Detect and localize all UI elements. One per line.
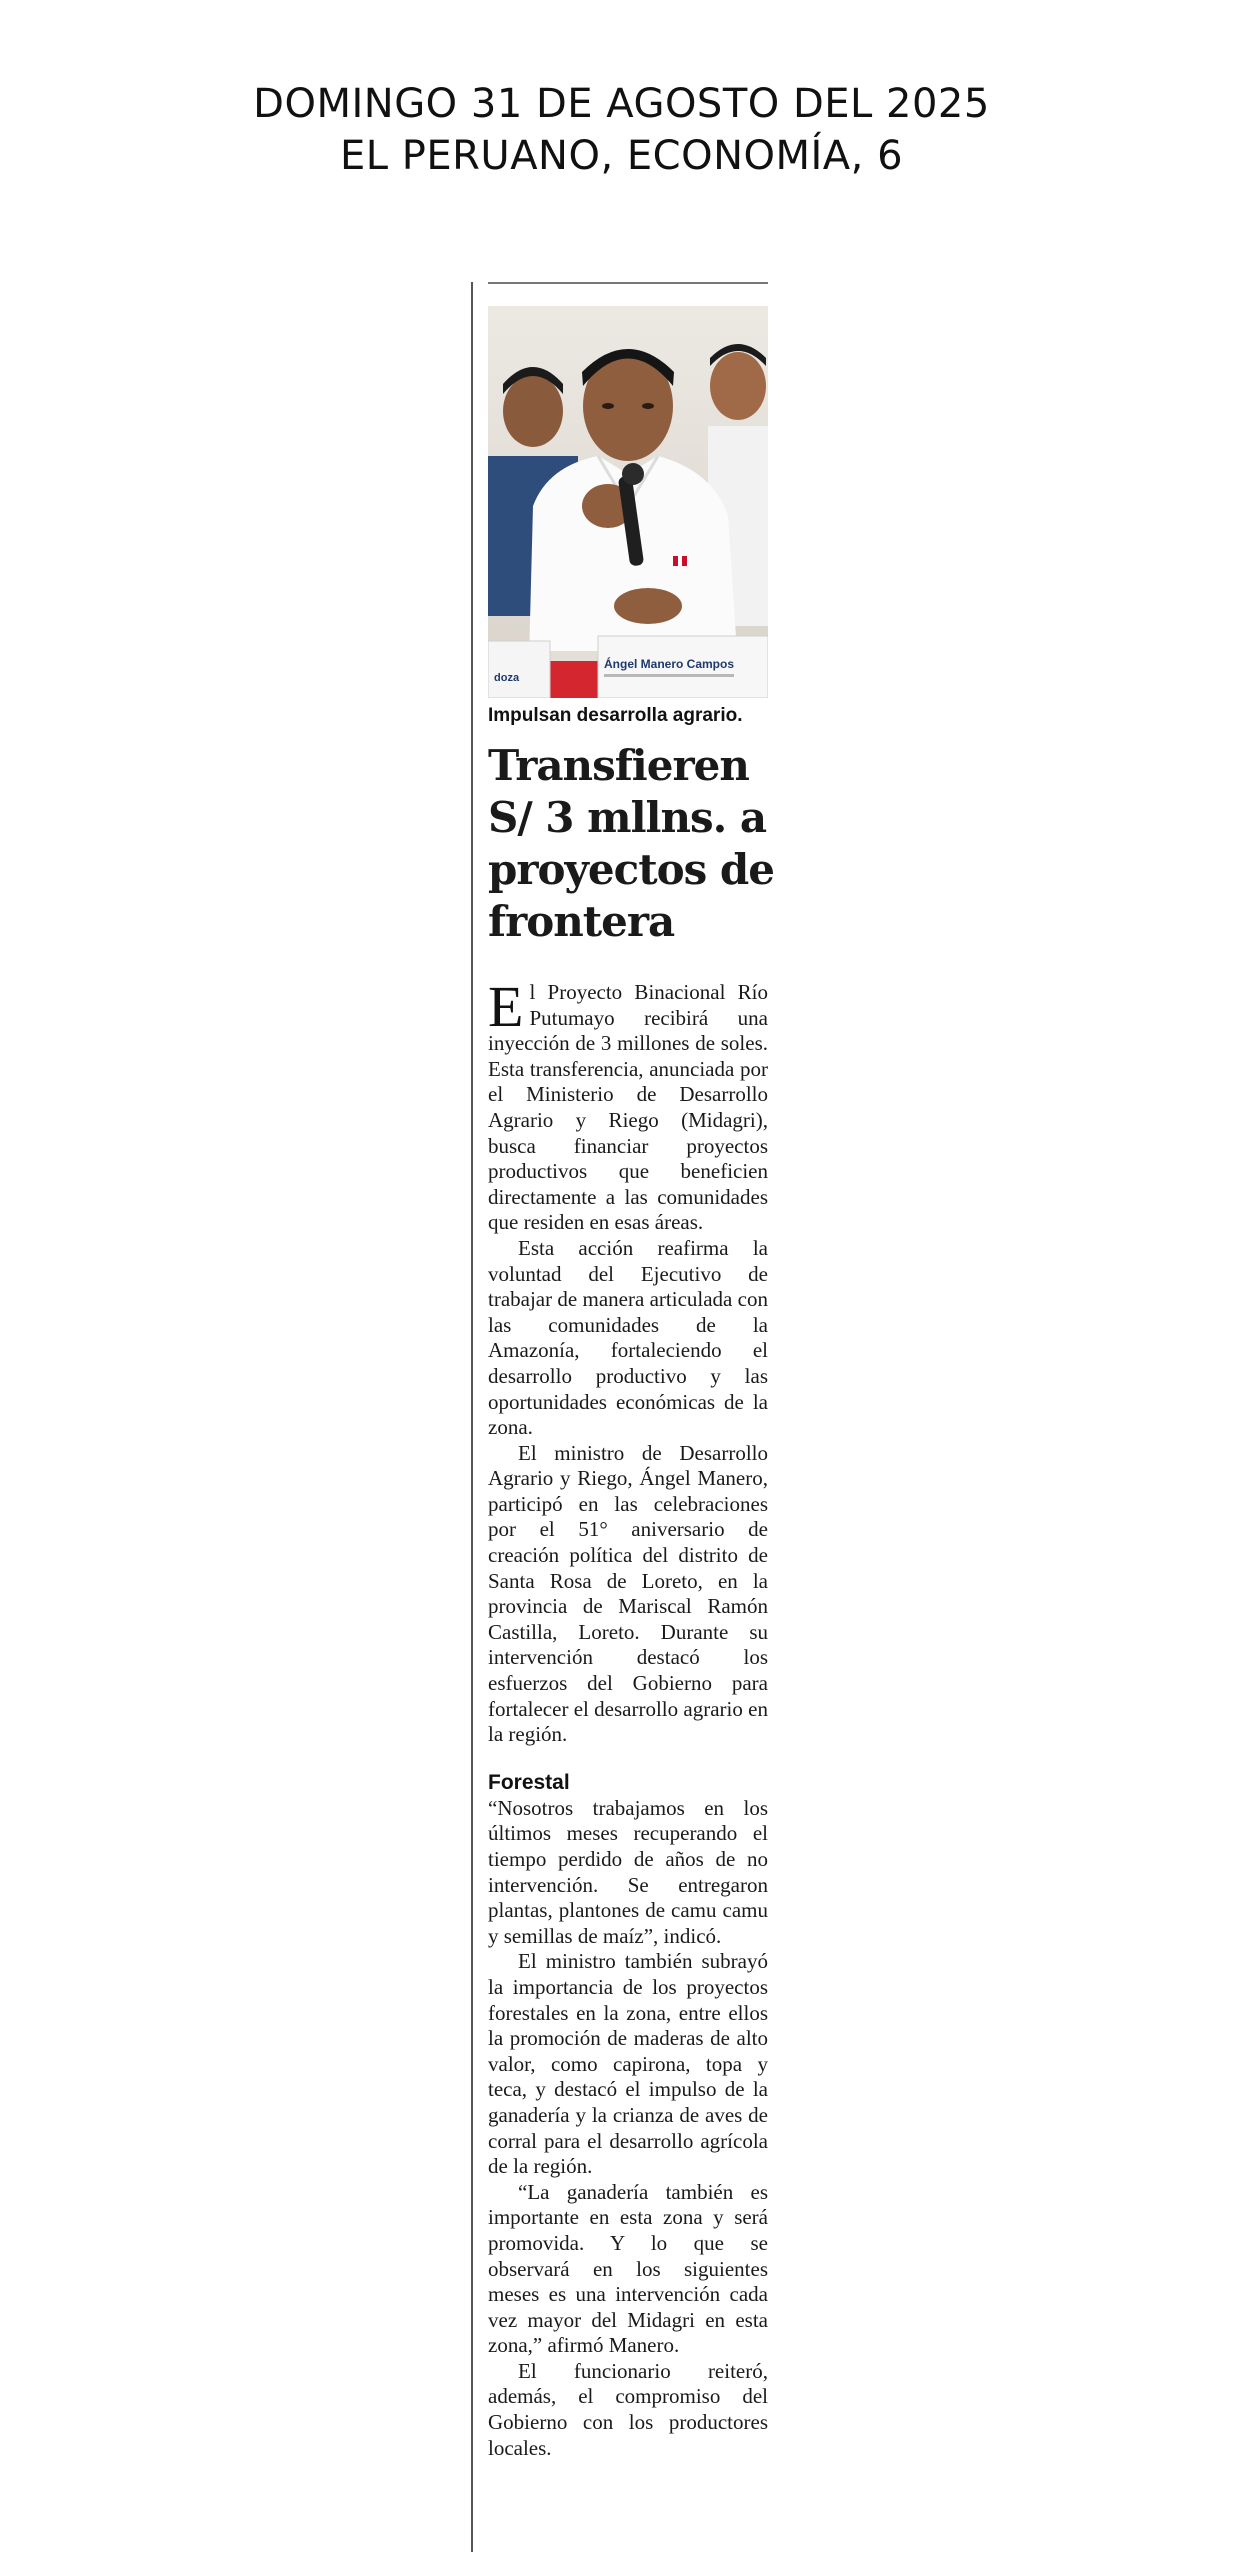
nameplate-right-text: Ángel Manero Campos xyxy=(604,657,735,671)
paragraph-2: Esta acción reafirma la voluntad del Ejecutivo de trabajar de manera articulada con las comunidades de la Amazonía, fortaleciendo el desarrollo productivo y las oportunidades económicas de la zona. xyxy=(488,1235,768,1440)
photo-caption: Impulsan desarrolla agrario. xyxy=(488,705,743,726)
photo-illustration xyxy=(488,306,768,698)
paragraph-4: “Nosotros trabajamos en los últimos meses recuperando el tiempo perdido de años de no intervención. Se entregaron plantas, plantones de camu camu y semillas de maíz”, indicó. xyxy=(488,1795,768,1948)
paragraph-1-text: l Proyecto Binacional Río Putumayo recibirá una inyección de 3 millones de soles. Esta transferencia, anunciada por el Ministerio de Desarrollo Agrario y Riego (Midagri), busca financiar proyectos productivos que beneficien directamente a las comunidades que residen en esas áreas. xyxy=(488,980,768,1235)
article-headline: Transfieren S/ 3 mllns. a proyectos de frontera xyxy=(488,741,774,946)
paragraph-3: El ministro de Desarrollo Agrario y Riego, Ángel Manero, participó en las celebraciones por el 51° aniversario de creación política del distrito de Santa Rosa de Loreto, en la provincia de Mariscal Ramón Castilla, Loreto. Durante su intervención destacó los esfuerzos del Gobierno para fortalecer el desarrollo agrario en la región. xyxy=(488,1440,768,1747)
column-rule xyxy=(471,282,473,2552)
page-header xyxy=(0,78,1243,182)
paragraph-7: El funcionario reiteró, además, el compromiso del Gobierno con los productores locales. xyxy=(488,2358,768,2460)
paragraph-1 xyxy=(488,974,768,1236)
article-body xyxy=(488,974,768,2461)
header-date: DOMINGO 31 DE AGOSTO DEL 2025 xyxy=(253,81,990,127)
subheading-forestal: Forestal xyxy=(488,1770,570,1794)
header-section: EL PERUANO, ECONOMÍA, 6 xyxy=(339,133,904,179)
top-rule xyxy=(488,282,768,284)
paragraph-5: El ministro también subrayó la importancia de los proyectos forestales en la zona, entre ellos la promoción de maderas de alto valor, como capirona, topa y teca, y destacó el impulso de la ganadería y la crianza de aves de corral para el desarrollo agrícola de la región. xyxy=(488,1949,768,2179)
paragraph-6: “La ganadería también es importante en esta zona y será promovida. Y lo que se observará en los siguientes meses es una intervención cada vez mayor del Midagri en esta zona,” afirmó Manero. xyxy=(488,2179,768,2358)
nameplate-left-text: doza xyxy=(494,672,520,684)
drop-cap: E xyxy=(488,974,524,1039)
article-photo xyxy=(488,306,768,698)
